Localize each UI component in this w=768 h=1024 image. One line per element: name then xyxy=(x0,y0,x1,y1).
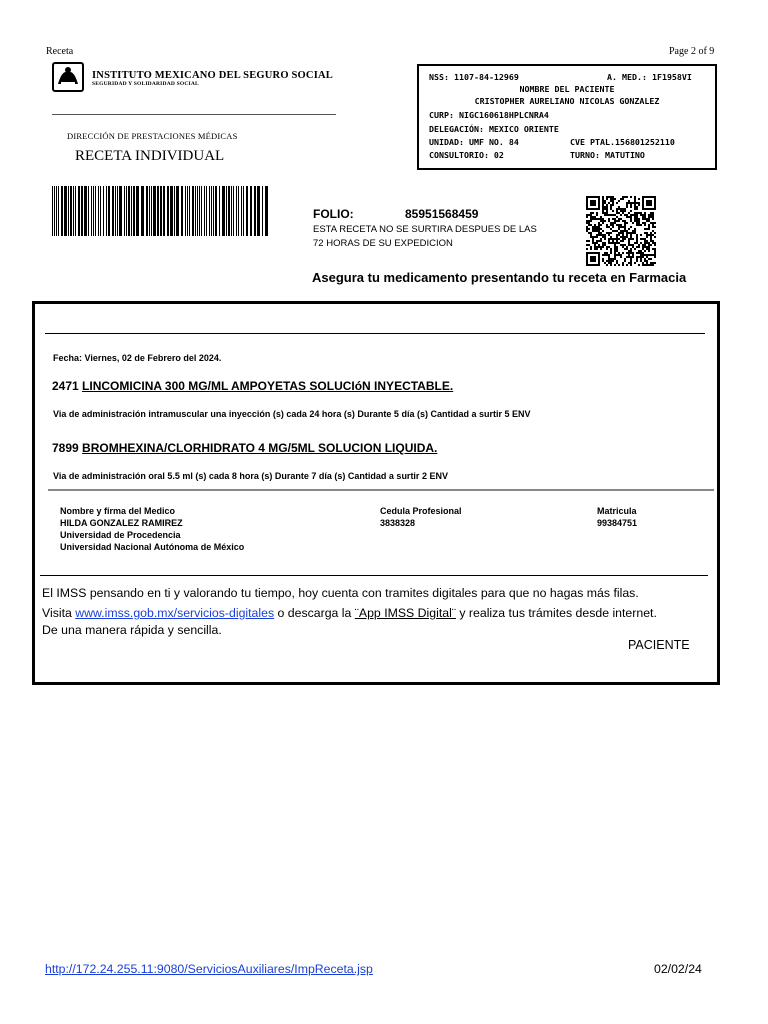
matricula-value: 99384751 xyxy=(597,518,638,528)
direccion-label: DIRECCIÓN DE PRESTACIONES MÉDICAS xyxy=(67,131,238,141)
medication-2-instructions: Via de administración oral 5.5 ml (s) cada 8 hora (s) Durante 7 día (s) Cantidad a surtir 2 ENV xyxy=(53,471,448,481)
barcode-icon xyxy=(52,186,268,236)
folio-value: 85951568459 xyxy=(405,207,479,221)
imss-logo-icon xyxy=(52,62,84,92)
matricula-label: Matricula xyxy=(597,506,637,516)
institution-subtitle: SEGURIDAD Y SOLIDARIDAD SOCIAL xyxy=(92,81,199,87)
divider xyxy=(48,489,714,491)
medication-1-instructions: Via de administración intramuscular una inyección (s) cada 24 hora (s) Durante 5 día (s) Cantidad a surtir 5 ENV xyxy=(53,409,531,419)
pharmacy-notice: Asegura tu medicamento presentando tu receta en Farmacia xyxy=(312,270,687,285)
cedula-value: 3838328 xyxy=(380,518,416,528)
patient-a-med: A. MED.: 1F1958VI xyxy=(607,72,692,82)
divider xyxy=(52,114,336,115)
patient-name-label: NOMBRE DEL PACIENTE xyxy=(519,84,615,94)
patient-cve-ptal: CVE PTAL.156801252110 xyxy=(570,137,675,147)
patient-nss: NSS: 1107-84-12969 xyxy=(429,72,519,82)
copy-label: PACIENTE xyxy=(628,638,690,652)
medication-code: 7899 xyxy=(52,441,79,455)
doctor-name-label: Nombre y firma del Medico xyxy=(60,506,176,516)
medication-name: LINCOMICINA 300 MG/ML AMPOYETAS SOLUCIóN INYECTABLE. xyxy=(82,379,454,393)
medication-1 xyxy=(52,379,453,393)
medication-2 xyxy=(52,441,437,455)
header-receta: Receta xyxy=(46,46,74,57)
patient-delegacion: DELEGACIÓN: MEXICO ORIENTE xyxy=(429,124,559,134)
patient-unidad: UNIDAD: UMF NO. 84 xyxy=(429,137,519,147)
expiry-notice-line2: 72 HORAS DE SU EXPEDICION xyxy=(313,238,453,249)
footer-url-link[interactable]: http://172.24.255.11:9080/ServiciosAuxiliares/ImpReceta.jsp xyxy=(45,962,373,976)
medication-code: 2471 xyxy=(52,379,79,393)
footer-date: 02/02/24 xyxy=(654,962,702,976)
cedula-label: Cedula Profesional xyxy=(380,506,462,516)
message-text: Visita xyxy=(42,606,76,620)
folio-label: FOLIO: xyxy=(313,207,354,221)
imss-services-link[interactable]: www.imss.gob.mx/servicios-digitales xyxy=(75,606,275,620)
prescription-date: Fecha: Viernes, 02 de Febrero del 2024. xyxy=(53,353,222,363)
app-imss-digital-link[interactable]: ¨App IMSS Digital¨ xyxy=(354,606,456,620)
doctor-university-label: Universidad de Procedencia xyxy=(60,530,181,540)
medication-name: BROMHEXINA/CLORHIDRATO 4 MG/5ML SOLUCION LIQUIDA. xyxy=(82,441,438,455)
divider xyxy=(45,333,705,334)
doctor-university: Universidad Nacional Autónoma de México xyxy=(60,542,245,552)
doctor-name: HILDA GONZALEZ RAMIREZ xyxy=(60,518,183,528)
message-text: o descarga la xyxy=(274,606,355,620)
patient-info-box xyxy=(417,64,717,170)
digital-services-closing: De una manera rápida y sencilla. xyxy=(42,623,222,637)
expiry-notice-line1: ESTA RECETA NO SE SURTIRA DESPUES DE LAS xyxy=(313,224,537,235)
digital-services-visit xyxy=(42,606,657,620)
message-text: y realiza tus trámites desde internet. xyxy=(455,606,657,620)
institution-name: INSTITUTO MEXICANO DEL SEGURO SOCIAL xyxy=(92,70,333,81)
divider xyxy=(40,575,708,576)
patient-consultorio: CONSULTORIO: 02 xyxy=(429,150,504,160)
patient-turno: TURNO: MATUTINO xyxy=(570,150,645,160)
patient-name: CRISTOPHER AURELIANO NICOLAS GONZALEZ xyxy=(474,96,660,106)
page-number: Page 2 of 9 xyxy=(669,46,715,57)
qr-code-icon xyxy=(586,196,656,266)
patient-curp: CURP: NIGC160618HPLCNRA4 xyxy=(429,110,549,120)
digital-services-message: El IMSS pensando en ti y valorando tu tiempo, hoy cuenta con tramites digitales para que no hagas más filas. xyxy=(42,586,639,600)
document-title: RECETA INDIVIDUAL xyxy=(75,148,225,164)
